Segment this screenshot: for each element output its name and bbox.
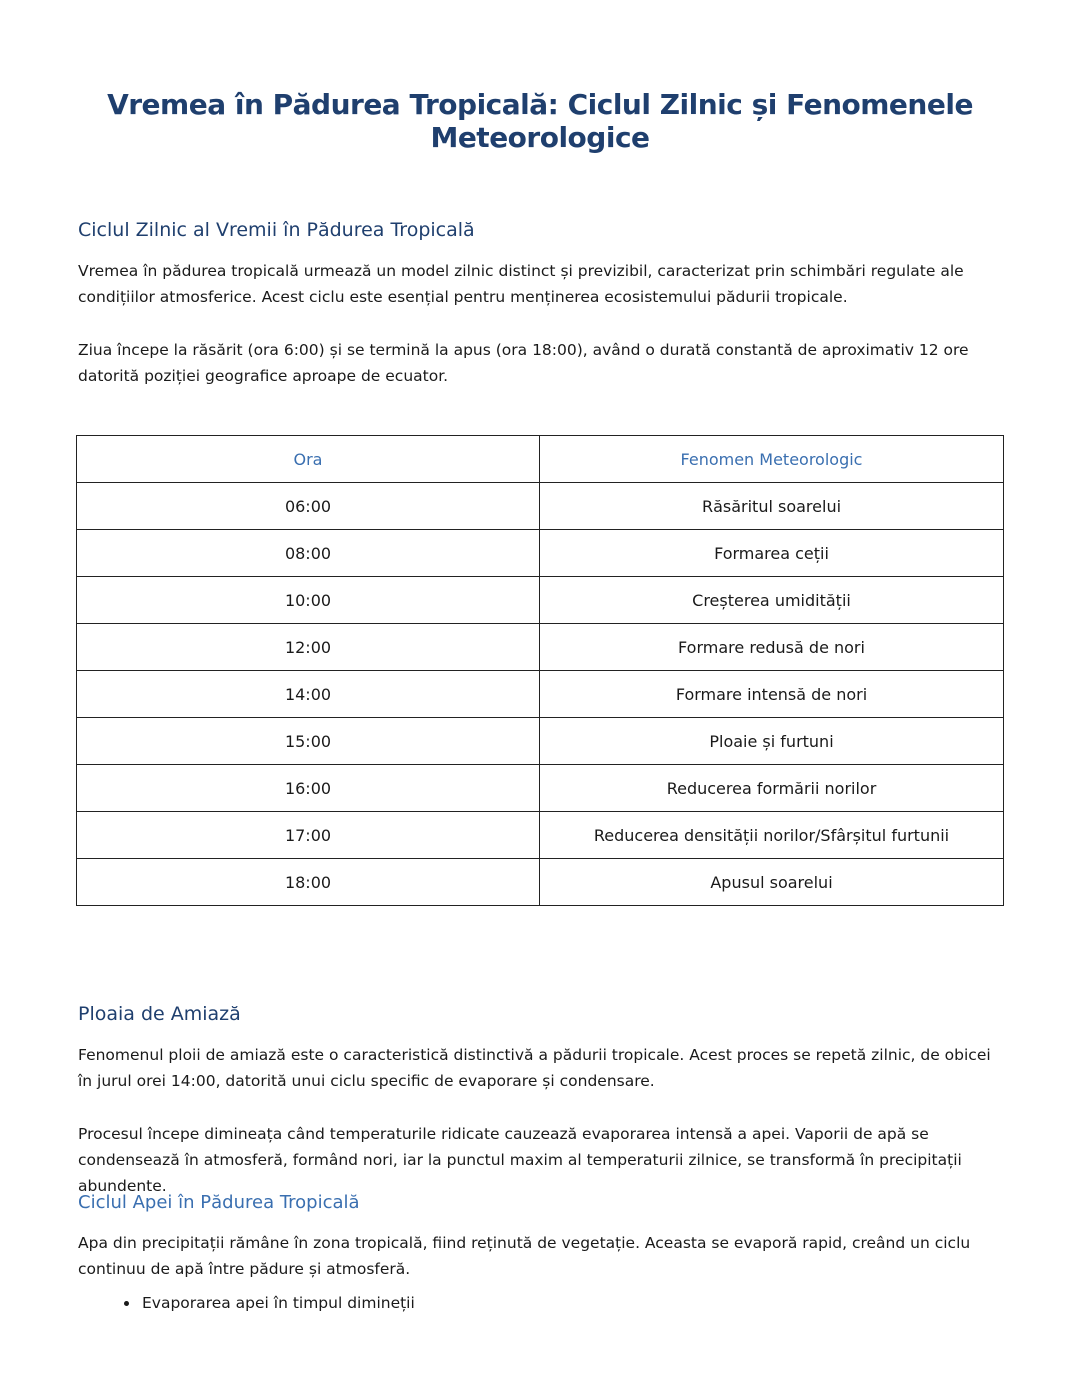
table-cell-phenomenon: Răsăritul soarelui [540,483,1004,530]
table-row [77,530,1004,577]
table-cell-phenomenon: Creșterea umidității [540,577,1004,624]
table-cell-phenomenon: Formare intensă de nori [540,671,1004,718]
weather-schedule-table [76,435,1004,906]
paragraph-rain-process: Procesul începe dimineața când temperaturile ridicate cauzează evaporarea intensă a apei. Vaporii de apă se condensează în atmosferă, formând nori, iar la punctul maxim al temperaturii zilnice, se transformă în precipitații abundente. [78,1125,962,1195]
paragraph-intro: Vremea în pădurea tropicală urmează un model zilnic distinct și previzibil, caracterizat prin schimbări regulate ale condițiilor atmosferice. Acest ciclu este esențial pentru menținerea ecosistemului pădurii tropicale. [78,262,964,306]
water-cycle-list [78,1290,415,1316]
paragraph-water-cycle: Apa din precipitații rămâne în zona tropicală, fiind reținută de vegetație. Aceasta se evaporă rapid, creând un ciclu continuu de apă între pădure și atmosferă. [78,1234,971,1278]
section-heading-daily-cycle: Ciclul Zilnic al Vremii în Pădurea Tropicală [78,219,475,241]
table-cell-time: 17:00 [77,812,540,859]
table-row [77,577,1004,624]
table-header-time: Ora [77,436,540,483]
table-row [77,765,1004,812]
table-cell-time: 15:00 [77,718,540,765]
paragraph-afternoon-rain: Fenomenul ploii de amiază este o caracteristică distinctivă a pădurii tropicale. Acest proces se repetă zilnic, de obicei în jurul orei 14:00, datorită unui ciclu specific de evaporare și condensare. [78,1046,991,1090]
table-row [77,624,1004,671]
section-heading-afternoon-rain: Ploaia de Amiază [78,1003,241,1025]
table-row [77,671,1004,718]
table-row [77,812,1004,859]
table-cell-time: 14:00 [77,671,540,718]
table-cell-time: 18:00 [77,859,540,906]
table-row [77,718,1004,765]
table-cell-time: 12:00 [77,624,540,671]
page-title: Vremea în Pădurea Tropicală: Ciclul Zilnic și Fenomenele Meteorologice [107,88,973,154]
table-cell-time: 16:00 [77,765,540,812]
table-row [77,859,1004,906]
table-cell-time: 10:00 [77,577,540,624]
list-item: • Evaporarea apei în timpul dimineții [140,1290,415,1316]
table-cell-time: 06:00 [77,483,540,530]
table-cell-phenomenon: Reducerea formării norilor [540,765,1004,812]
table-row [77,483,1004,530]
table-header-row [77,436,1004,483]
table-cell-phenomenon: Ploaie și furtuni [540,718,1004,765]
table-cell-time: 08:00 [77,530,540,577]
section-heading-water-cycle: Ciclul Apei în Pădurea Tropicală [78,1192,360,1213]
table-header-phenomenon: Fenomen Meteorologic [540,436,1004,483]
table-cell-phenomenon: Reducerea densității norilor/Sfârșitul furtunii [540,812,1004,859]
table-cell-phenomenon: Formarea ceții [540,530,1004,577]
table-cell-phenomenon: Apusul soarelui [540,859,1004,906]
paragraph-day-length: Ziua începe la răsărit (ora 6:00) și se termină la apus (ora 18:00), având o durată constantă de aproximativ 12 ore datorită poziției geografice aproape de ecuator. [78,341,969,385]
table-cell-phenomenon: Formare redusă de nori [540,624,1004,671]
